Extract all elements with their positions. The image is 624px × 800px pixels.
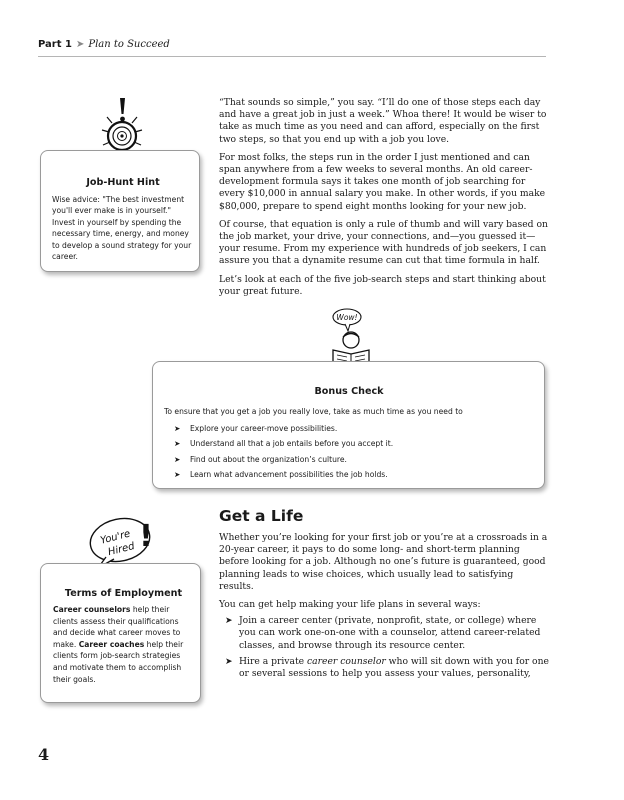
- intro-paragraph: Let’s look at each of the five job-search steps and start thinking about your great future.: [219, 273, 546, 297]
- intro-paragraph: “That sounds so simple,” you say. “I’ll do one of those steps each day and have a great job in just a week.” Whoa there! It would be wiser to take as much time as you need and can afford, especially on the first two steps, so that you end up with a job you love.: [219, 97, 547, 145]
- job-hunt-hint-title: Job-Hunt Hint: [86, 177, 160, 188]
- list-item-text: Explore your career-move possibilities.: [190, 424, 338, 433]
- header-arrow-icon: ➤: [75, 39, 85, 50]
- bullet-arrow-icon: ➤: [174, 469, 181, 479]
- terms-text: [53, 604, 194, 685]
- section-label: Plan to Succeed: [88, 39, 170, 50]
- bonus-check-box: [152, 361, 545, 489]
- list-item: [164, 452, 534, 467]
- list-item-text: [239, 656, 549, 679]
- list-item: [219, 615, 549, 652]
- list-item-text: Find out about the organization’s culture.: [190, 454, 347, 464]
- section-paragraph: Whether you’re looking for your first job or you’re at a crossroads in a 20-year career, it pays to do some long- and short-term planning before looking for a job. Although no one’s future is guaranteed, good planning leads to wise choices, which usually lead to satisfying results.: [219, 532, 548, 592]
- part-label: Part 1: [38, 39, 72, 50]
- bullet-arrow-icon: ➤: [174, 454, 181, 464]
- list-item-text: Join a career center (private, nonprofit, state, or college) where you can work one-on-one with a counselor, attend career-related classes, and browse through its resource center.: [239, 615, 541, 651]
- list-item: [164, 421, 534, 436]
- term-career-counselors: Career counselors: [53, 605, 131, 614]
- intro-text: [219, 97, 549, 304]
- intro-paragraph: Of course, that equation is only a rule of thumb and will vary based on the job market, your drive, your connections, and—you guessed it—your resume. From my experience with hundreds of job seekers, I can assure you that a dynamite resume can cut that time formula in half.: [219, 218, 548, 267]
- section-paragraph: You can get help making your life plans in several ways:: [219, 599, 481, 611]
- bonus-check-intro: To ensure that you get a job you really love, take as much time as you need to: [164, 407, 463, 416]
- term-definition: help their clients assess their qualifications and decide what career moves to make.: [53, 605, 181, 649]
- list-item: [164, 436, 534, 451]
- badge-exclamation: !: [139, 519, 153, 554]
- emphasis-career-counselor: career counselor: [307, 655, 386, 667]
- badge-text-hired: Hired: [107, 540, 136, 559]
- bullet-arrow-icon: ➤: [174, 439, 181, 449]
- term-definition: help their clients form job-search strategies and motivate them to accomplish their goals.: [53, 639, 184, 684]
- list-item-text-part: who will sit down with you for one or several sessions to help you assess your values, personality,: [239, 655, 549, 680]
- bullet-arrow-icon: ➤: [225, 655, 233, 667]
- section-heading: Get a Life: [219, 507, 304, 525]
- list-item: [164, 467, 534, 482]
- bonus-check-title: Bonus Check: [314, 386, 384, 397]
- running-header: [38, 38, 546, 57]
- get-a-life-text: [219, 532, 549, 680]
- job-hunt-hint-box: [40, 150, 200, 272]
- wow-text: Wow!: [336, 313, 358, 322]
- term-career-coaches: Career coaches: [78, 639, 145, 649]
- bullet-arrow-icon: ➤: [174, 424, 181, 433]
- list-item-text: Learn what advancement possibilities the job holds.: [190, 469, 388, 479]
- bullet-arrow-icon: ➤: [225, 615, 233, 627]
- list-item-text-part: Hire a private: [239, 655, 308, 667]
- intro-paragraph: For most folks, the steps run in the order I just mentioned and can span anywhere from a few weeks to several months. An old career-development formula says it takes one month of job searching for every $10,000 in annual salary you make. In other words, if you make $80,000, prepare to spend eight months looking for your new job.: [219, 151, 546, 212]
- get-a-life-list: [219, 615, 549, 680]
- badge-text-youre: You're: [99, 528, 132, 547]
- bonus-check-list: [164, 421, 534, 482]
- list-item-text: Understand all that a job entails before you accept it.: [190, 439, 394, 449]
- terms-of-employment-box: [40, 563, 201, 703]
- job-hunt-hint-text: Wise advice: "The best investment you'll ever make is in yourself." Invest in yourself by spending the necessary time, energy, and money to develop a sound strategy for your career.: [52, 195, 192, 262]
- terms-title: Terms of Employment: [64, 588, 183, 599]
- page-number: 4: [38, 745, 50, 764]
- list-item: [219, 656, 549, 680]
- youre-hired-badge-icon: [84, 512, 162, 570]
